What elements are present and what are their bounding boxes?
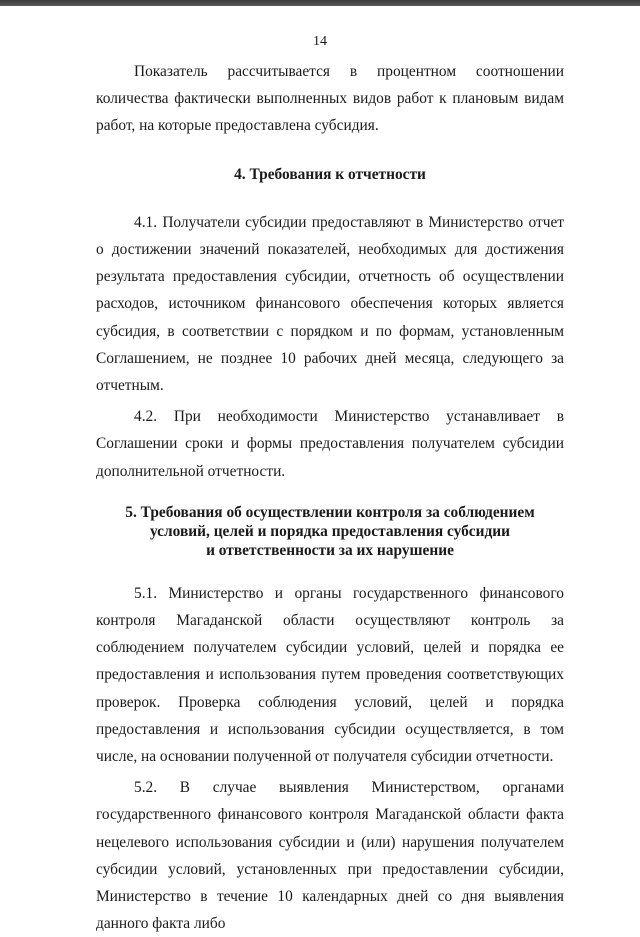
section-5-heading-line-2: условий, целей и порядка предоставления субсидии — [149, 522, 511, 540]
section-4-paragraph-1: 4.1. Получатели субсидии предоставляют в Министерство отчет о достижении значений показателей, необходимых для достижения результата предоставления субсидии, отчетность об осуществлении расходов, источником финансового обеспечения которых является субсидия, в соответствии с порядком и по формам, установленным Соглашением, не позднее 10 рабочих дней месяца, следующего за отчетным. — [96, 213, 564, 395]
intro-paragraph: Показатель рассчитывается в процентном соотношении количества фактически выполненных видов работ к плановым видам работ, на которые предоставлена субсидия. — [96, 63, 564, 135]
document-body — [96, 58, 564, 937]
section-4-heading: 4. Требования к отчетности — [234, 165, 426, 183]
section-5-paragraph-1: 5.1. Министерство и органы государственного финансового контроля Магаданской области осуществляют контроль за соблюдением получателем субсидии условий, целей и порядка ее предоставления и использования путем проведения соответствующих проверок. Проверка соблюдения условий, целей и порядка предоставления и использования субсидии осуществляется, в том числе, на основании полученной от получателя субсидии отчетности. — [96, 584, 564, 766]
section-5-heading — [96, 503, 564, 560]
page-number: 14 — [313, 34, 327, 49]
section-5-paragraph-2: 5.2. В случае выявления Министерством, органами государственного финансового контроля Магаданской области факта нецелевого использования субсидии и (или) нарушения получателем субсидии условий, установленных при предоставлении субсидии, Министерство в течение 10 календарных дней со дня выявления данного факта либо — [96, 779, 564, 933]
scan-top-edge — [0, 0, 640, 6]
section-5-heading-line-1: 5. Требования об осуществлении контроля за соблюдением — [125, 503, 535, 521]
section-5-heading-line-3: и ответственности за их нарушение — [206, 541, 454, 559]
section-4-paragraph-2: 4.2. При необходимости Министерство устанавливает в Соглашении сроки и формы предоставления получателем субсидии дополнительной отчетности. — [96, 408, 564, 480]
